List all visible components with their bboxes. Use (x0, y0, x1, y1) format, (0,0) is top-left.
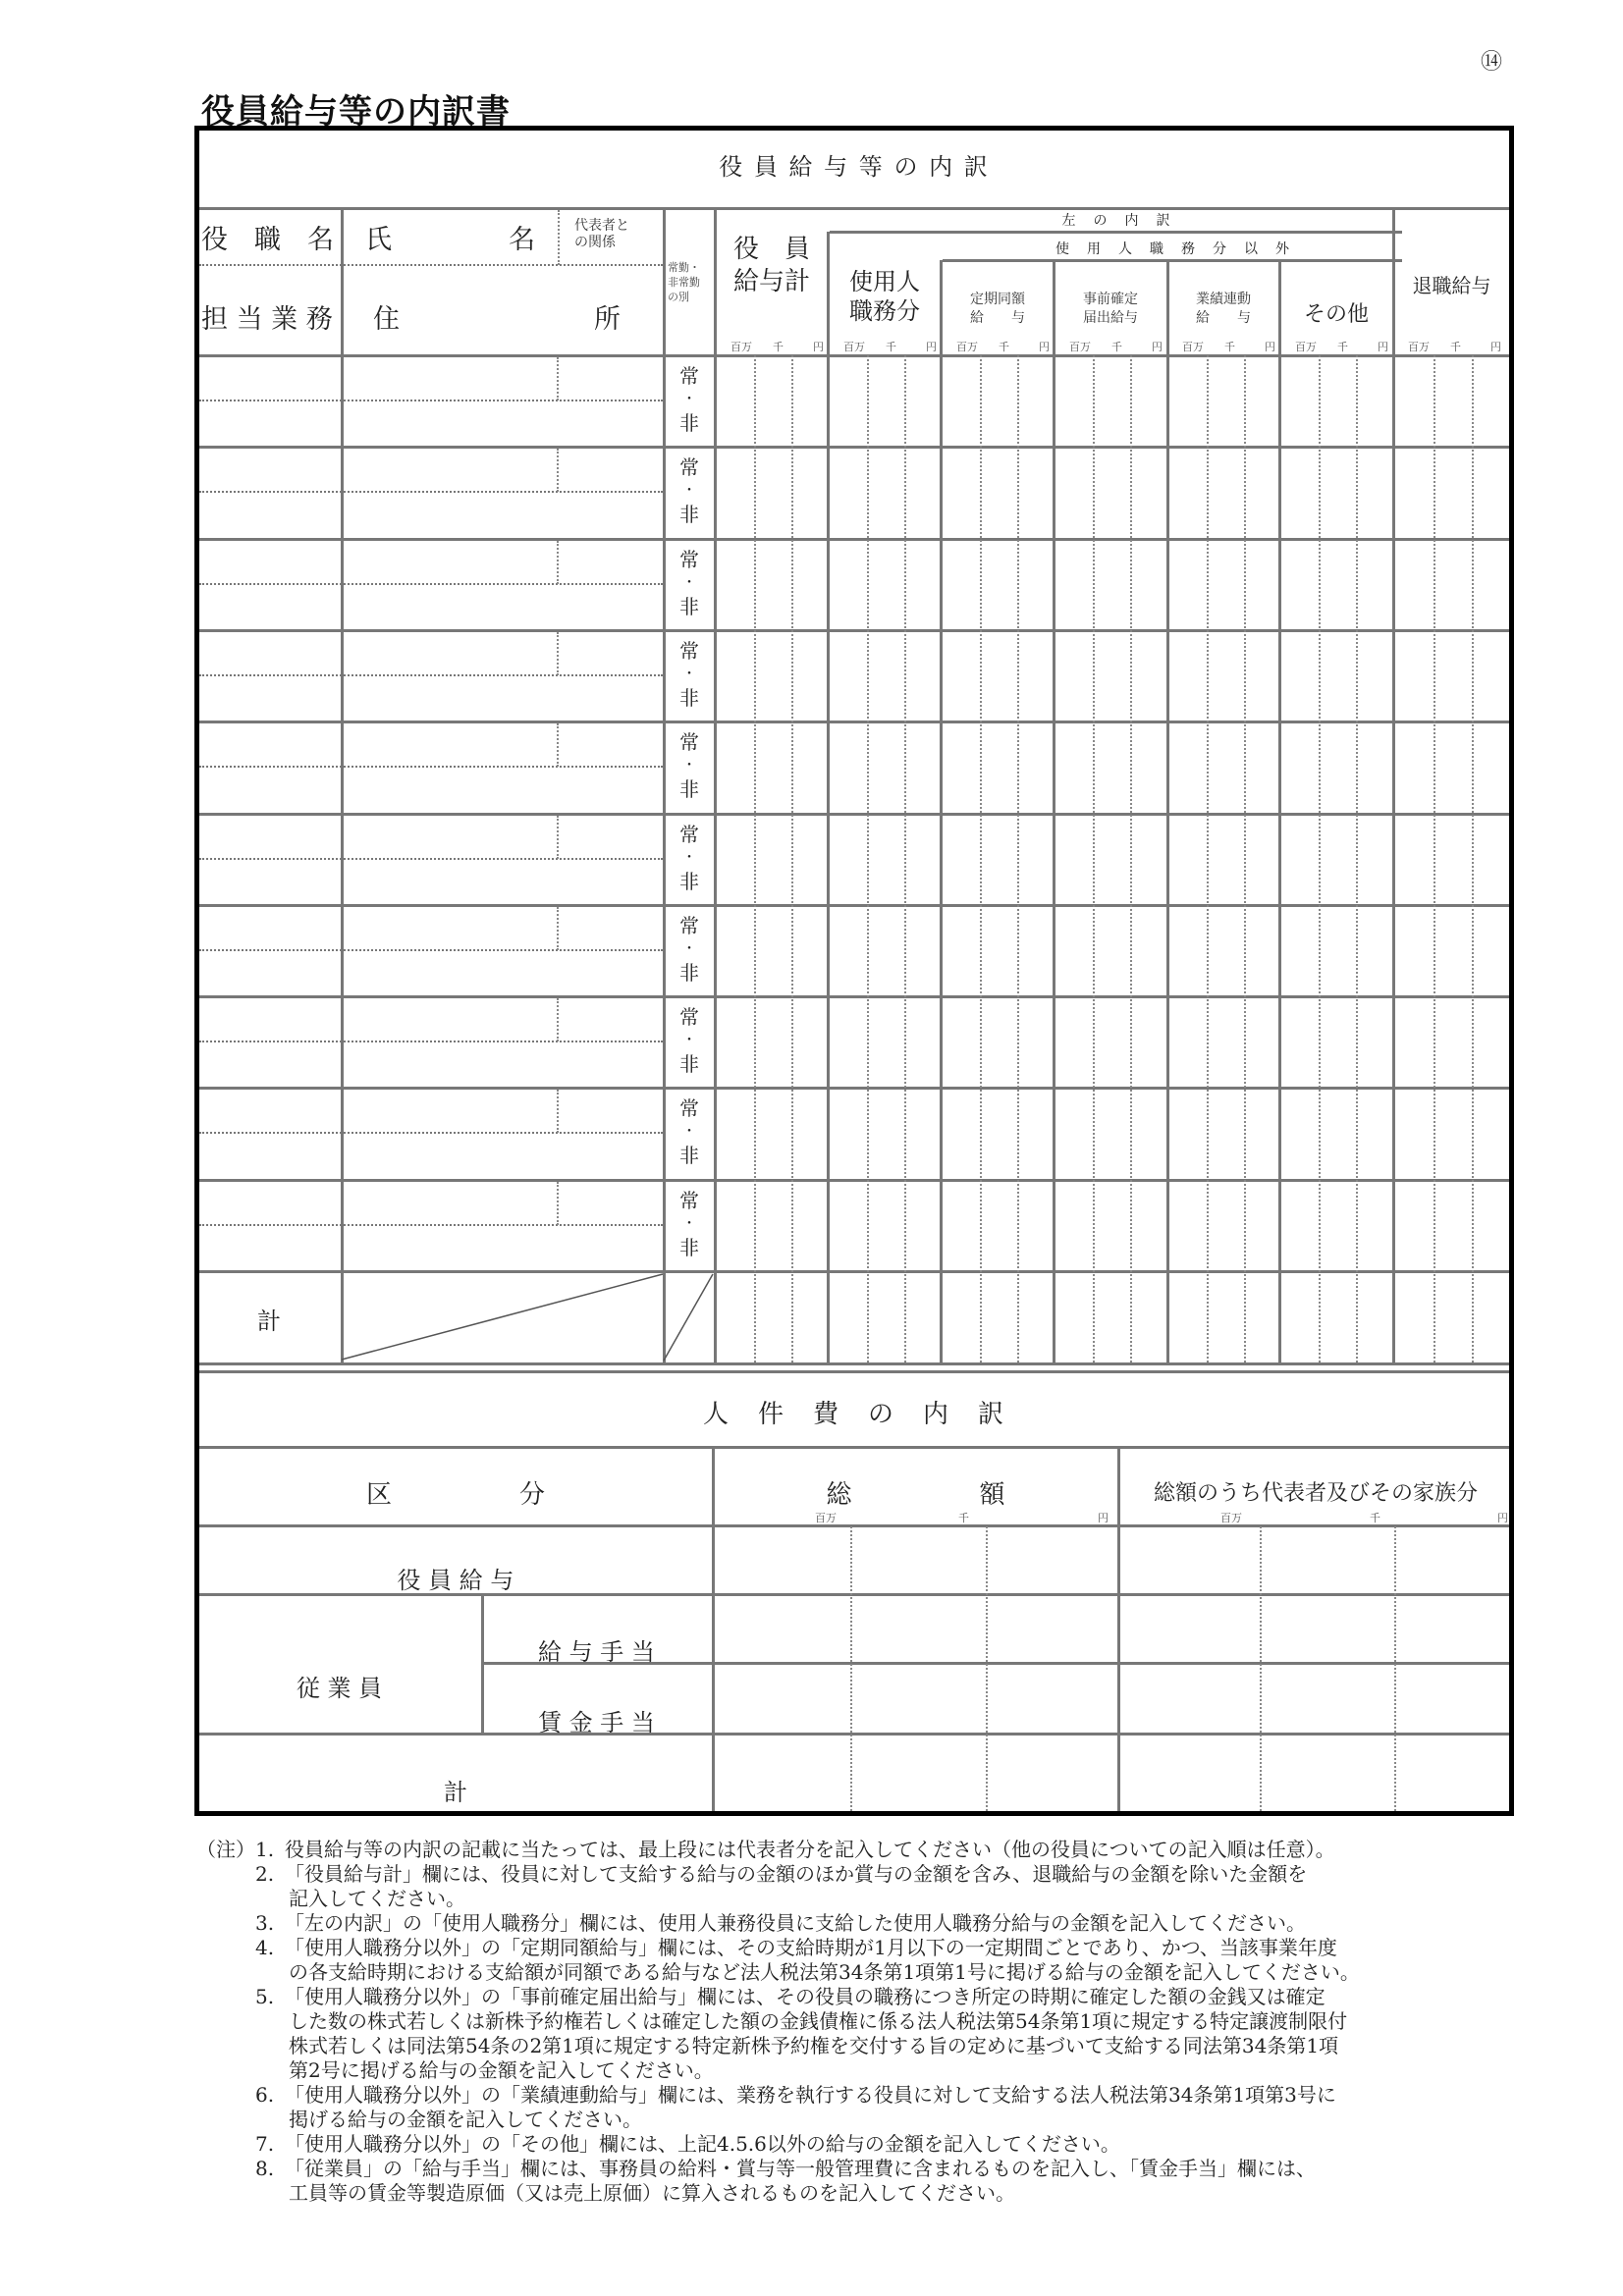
status-parttime[interactable]: 非 (679, 686, 699, 710)
note-number: 7. (255, 2132, 275, 2156)
header-other: その他 (1303, 302, 1369, 327)
note-line (196, 2058, 1532, 2083)
status-parttime[interactable]: 非 (679, 411, 699, 435)
note-number: 4. (255, 1936, 275, 1959)
notes-section (196, 1838, 1532, 2206)
note-line (196, 2108, 1532, 2132)
header-name-right: 名 (509, 225, 535, 255)
status-fulltime[interactable]: 常 (679, 1096, 699, 1120)
note-number: 6. (255, 2083, 275, 2107)
personnel-row-line (199, 1733, 1509, 1735)
personnel-col-line (712, 1446, 715, 1811)
header-non-employee: 使 用 人 職 務 分 以 外 (1055, 241, 1291, 257)
unit-million: 百万 (730, 341, 752, 353)
note-number (255, 2108, 285, 2132)
unit-thousand: 千 (1337, 341, 1348, 353)
note-text: 役員給与等の内訳の記載に当たっては、最上段には代表者分を記入してください（他の役員についての記入順は任意）。 (285, 1838, 1335, 1861)
unit-yen: 円 (1497, 1512, 1508, 1524)
unit-million: 百万 (956, 341, 978, 353)
row-personnel-total: 計 (444, 1779, 467, 1806)
unit-thousand: 千 (886, 341, 896, 353)
header-breakdown: 左 の 内 訳 (1061, 213, 1172, 229)
header-employee-duty-line1: 使用人 (849, 268, 920, 295)
note-text: した数の株式若しくは新株予約権若しくは確定した額の金銭債権に係る法人税法第54条第1項に規定する特定譲渡制限付 (289, 2009, 1348, 2033)
note-line (196, 2132, 1532, 2157)
note-text: 記入してください。 (289, 1887, 465, 1910)
unit-million: 百万 (1182, 341, 1204, 353)
row-officer-pay: 役 員 給 与 (397, 1567, 514, 1594)
note-prefix (196, 1887, 255, 1911)
officer-section-title: 役 員 給 与 等 の 内 訳 (719, 153, 990, 181)
unit-million: 百万 (1295, 341, 1317, 353)
unit-thousand: 千 (773, 341, 784, 353)
note-line (196, 2034, 1532, 2058)
note-text: 「使用人職務分以外」の「定期同額給与」欄には、その支給時期が1月以下の一定期間ごとであり、かつ、当該事業年度 (285, 1936, 1337, 1959)
header-officer-total-line1: 役 員 (732, 235, 810, 264)
row-wage-allowance: 賃 金 手 当 (538, 1709, 655, 1736)
unit-million: 百万 (1408, 341, 1430, 353)
note-number: 3. (255, 1911, 275, 1935)
note-text: 第2号に掲げる給与の金額を記入してください。 (289, 2058, 714, 2082)
note-number (255, 2034, 285, 2058)
note-line (196, 1936, 1532, 1960)
unit-yen: 円 (1378, 341, 1388, 353)
unit-yen: 円 (1490, 341, 1501, 353)
note-prefix (196, 2009, 255, 2034)
status-fulltime[interactable]: 常 (679, 914, 699, 937)
note-prefix (196, 2181, 255, 2206)
note-text: 掲げる給与の金額を記入してください。 (289, 2108, 642, 2131)
header-employee-duty-line2: 職務分 (849, 297, 920, 325)
note-prefix (196, 2034, 255, 2058)
note-text: の各支給時期における支給額が同額である給与など法人税法第34条第1項第1号に掲げる給与の金額を記入してください。 (289, 1960, 1360, 1984)
status-separator: ・ (682, 1124, 696, 1140)
status-parttime[interactable]: 非 (679, 777, 699, 801)
note-prefix (196, 2157, 255, 2181)
status-separator: ・ (682, 483, 696, 499)
status-parttime[interactable]: 非 (679, 1052, 699, 1076)
status-parttime[interactable]: 非 (679, 503, 699, 526)
header-address-right: 所 (594, 304, 621, 335)
note-line (196, 1960, 1532, 1985)
status-fulltime[interactable]: 常 (679, 1189, 699, 1212)
personnel-money-dotted (1260, 1526, 1262, 1811)
header-performance-line2: 給 与 (1196, 310, 1251, 326)
status-parttime[interactable]: 非 (679, 1144, 699, 1167)
personnel-money-dotted (850, 1526, 852, 1811)
note-number (255, 2181, 285, 2206)
status-fulltime[interactable]: 常 (679, 548, 699, 571)
header-relation-line2: の関係 (574, 235, 616, 250)
note-text: 株式若しくは同法第54条の2第1項に規定する特定新株予約権を交付する旨の定めに基づいて支給する同法第34条第1項 (289, 2034, 1339, 2057)
note-line (196, 2181, 1532, 2206)
note-number: 8. (255, 2157, 275, 2180)
header-relation-line1: 代表者と (574, 218, 629, 234)
note-number (255, 1960, 285, 1985)
note-text: 「使用人職務分以外」の「事前確定届出給与」欄には、その役員の職務につき所定の時期に確定した額の金銭又は確定 (285, 1985, 1325, 2008)
header-fixed-line1: 定期同額 (970, 292, 1025, 307)
unit-thousand: 千 (1370, 1512, 1380, 1524)
unit-thousand: 千 (999, 341, 1009, 353)
note-line (196, 2009, 1532, 2034)
status-separator: ・ (682, 941, 696, 957)
note-prefix (196, 1985, 255, 2009)
header-performance-line1: 業績連動 (1196, 292, 1251, 307)
unit-yen: 円 (1039, 341, 1050, 353)
header-retirement: 退職給与 (1412, 274, 1491, 297)
status-fulltime[interactable]: 常 (679, 730, 699, 754)
document-title: 役員給与等の内訳書 (201, 92, 511, 132)
note-line (196, 2083, 1532, 2108)
unit-million: 百万 (1069, 341, 1091, 353)
note-line (196, 1887, 1532, 1911)
page-number: ⑭ (1481, 50, 1503, 75)
note-line (196, 1838, 1532, 1862)
row-employee: 従 業 員 (296, 1675, 383, 1702)
note-prefix (196, 2058, 255, 2083)
note-line (196, 1985, 1532, 2009)
header-fulltime-line2: 非常勤 (668, 276, 700, 289)
unit-yen: 円 (1098, 1512, 1109, 1524)
status-fulltime[interactable]: 常 (679, 455, 699, 479)
personnel-row-line (199, 1524, 1509, 1527)
note-prefix (196, 2132, 255, 2157)
unit-thousand: 千 (958, 1512, 969, 1524)
unit-thousand: 千 (1111, 341, 1122, 353)
note-prefix (196, 2083, 255, 2108)
note-text: 「使用人職務分以外」の「業績連動給与」欄には、業務を執行する役員に対して支給する法人税法第34条第1項第3号に (285, 2083, 1336, 2107)
unit-million: 百万 (1220, 1512, 1242, 1524)
header-advance-line2: 届出給与 (1083, 310, 1138, 326)
header-fulltime-line1: 常勤・ (668, 261, 700, 274)
status-separator: ・ (682, 1033, 696, 1048)
note-number (255, 2009, 285, 2034)
header-name-left: 氏 (365, 225, 392, 255)
note-number: 1. (255, 1838, 275, 1861)
note-prefix (196, 1862, 255, 1887)
unit-million: 百万 (843, 341, 865, 353)
note-prefix (196, 1911, 255, 1936)
note-text: 「使用人職務分以外」の「その他」欄には、上記4.5.6以外の給与の金額を記入してください。 (285, 2132, 1120, 2156)
personnel-money-dotted (1394, 1526, 1396, 1811)
status-separator: ・ (682, 850, 696, 866)
unit-thousand: 千 (1224, 341, 1235, 353)
status-separator: ・ (682, 1216, 696, 1232)
header-duty: 担 当 業 務 (201, 304, 333, 335)
unit-yen: 円 (926, 341, 937, 353)
header-position: 役 職 名 (201, 225, 334, 255)
status-separator: ・ (682, 392, 696, 407)
status-separator: ・ (682, 667, 696, 682)
note-number (255, 2058, 285, 2083)
note-line (196, 2157, 1532, 2181)
note-text: 「役員給与計」欄には、役員に対して支給する給与の金額のほか賞与の金額を含み、退職給与の金額を除いた金額を (285, 1862, 1308, 1886)
unit-thousand: 千 (1450, 341, 1461, 353)
unit-yen: 円 (1265, 341, 1275, 353)
note-number: 2. (255, 1862, 275, 1886)
row-salary-allowance: 給 与 手 当 (538, 1638, 655, 1666)
unit-yen: 円 (1152, 341, 1163, 353)
header-total-amount: 総 額 (826, 1480, 1005, 1510)
status-fulltime[interactable]: 常 (679, 364, 699, 388)
header-fixed-line2: 給 与 (970, 310, 1025, 326)
note-text: 「従業員」の「給与手当」欄には、事務員の給料・賞与等一般管理費に含まれるものを記入し、「賃金手当」欄には、 (285, 2157, 1316, 2180)
header-fulltime-line3: の別 (668, 291, 689, 303)
header-officer-total-line2: 給与計 (732, 267, 810, 296)
note-prefix (196, 1936, 255, 1960)
status-separator: ・ (682, 575, 696, 591)
note-number: 5. (255, 1985, 275, 2008)
status-fulltime[interactable]: 常 (679, 639, 699, 663)
note-number (255, 1887, 285, 1911)
note-prefix (196, 2108, 255, 2132)
note-text: 「左の内訳」の「使用人職務分」欄には、使用人兼務役員に支給した使用人職務分給与の金額を記入してください。 (285, 1911, 1306, 1935)
status-parttime[interactable]: 非 (679, 870, 699, 893)
status-parttime[interactable]: 非 (679, 961, 699, 985)
note-text: 工員等の賃金等製造原価（又は売上原価）に算入されるものを記入してください。 (289, 2181, 1015, 2205)
unit-yen: 円 (813, 341, 824, 353)
status-separator: ・ (682, 758, 696, 774)
status-parttime[interactable]: 非 (679, 595, 699, 618)
officer-total-label: 計 (257, 1308, 281, 1335)
header-category: 区 分 (365, 1480, 545, 1510)
header-address-left: 住 (373, 304, 400, 335)
status-fulltime[interactable]: 常 (679, 823, 699, 846)
header-advance-line1: 事前確定 (1083, 292, 1138, 307)
status-parttime[interactable]: 非 (679, 1236, 699, 1259)
note-prefix (196, 1960, 255, 1985)
note-line (196, 1862, 1532, 1887)
status-fulltime[interactable]: 常 (679, 1005, 699, 1029)
note-prefix: （注） (196, 1838, 255, 1861)
unit-million: 百万 (815, 1512, 837, 1524)
header-family-portion: 総額のうち代表者及びその家族分 (1153, 1481, 1478, 1506)
note-line (196, 1911, 1532, 1936)
personnel-section-title: 人 件 費 の 内 訳 (702, 1400, 1005, 1429)
personnel-money-dotted (986, 1526, 988, 1811)
